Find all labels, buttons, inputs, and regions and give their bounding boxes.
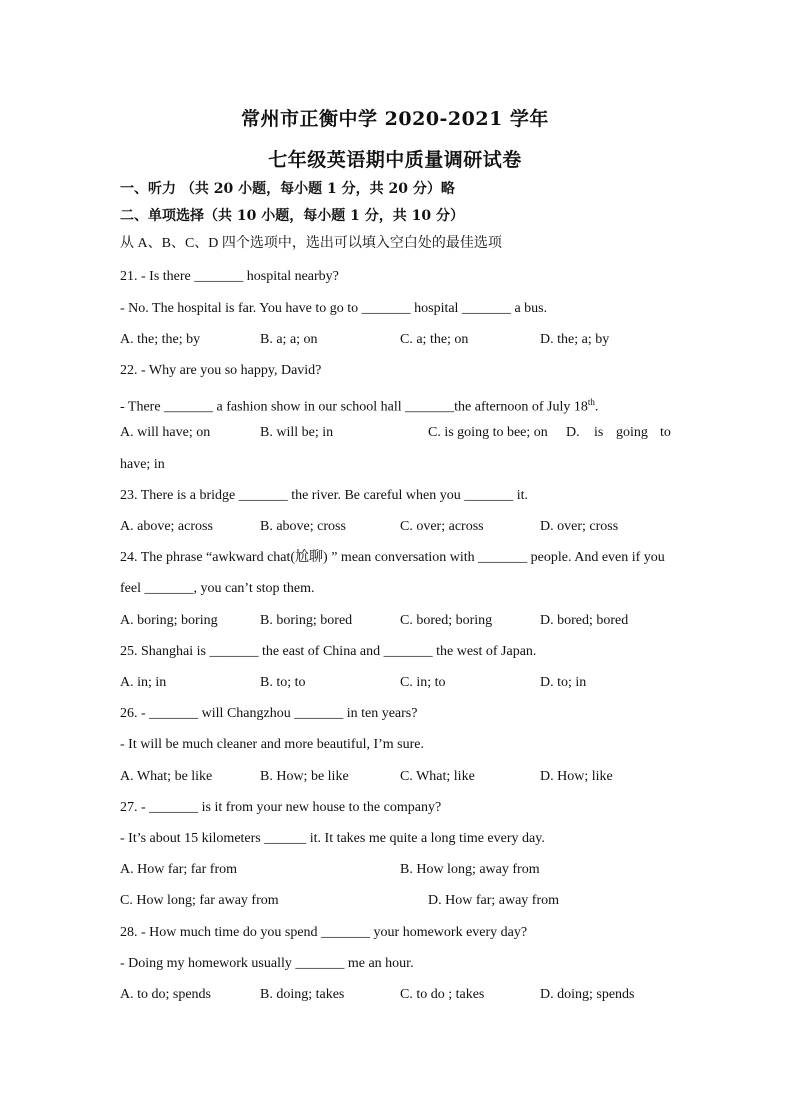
question-22-line1: 22. - Why are you so happy, David? [120, 363, 322, 378]
question-27-line1: 27. - _______ is it from your new house to the company? [120, 800, 442, 815]
question-23-line1: 23. There is a bridge _______ the river. Be careful when you _______ it. [120, 488, 528, 503]
q21-option-b: B. a; a; on [260, 332, 318, 347]
question-25-line1: 25. Shanghai is _______ the east of China and _______ the west of Japan. [120, 644, 537, 659]
q22-option-b: B. will be; in [260, 425, 334, 440]
q25-option-d: D. to; in [540, 675, 587, 690]
page-title: 常州市正衡中学 2020-2021 学年 [241, 108, 549, 130]
q26-option-c: C. What; like [400, 769, 475, 784]
q25-option-a: A. in; in [120, 675, 167, 690]
q23-option-d: D. over; cross [540, 519, 619, 534]
q22-superscript: th [587, 397, 595, 407]
q24-option-a: A. boring; boring [120, 613, 218, 628]
q26-option-b: B. How; be like [260, 769, 349, 784]
q28-option-a: A. to do; spends [120, 987, 211, 1002]
q24-option-d: D. bored; bored [540, 613, 629, 628]
q22-option-d-going: going [616, 425, 648, 440]
question-21-line2: - No. The hospital is far. You have to go to _______ hospital _______ a bus. [120, 301, 548, 316]
q27-option-b: B. How long; away from [400, 862, 540, 877]
q27-option-a: A. How far; far from [120, 862, 238, 877]
q27-option-c: C. How long; far away from [120, 893, 279, 908]
q22-option-d-wrap: have; in [120, 457, 165, 472]
q21-option-a: A. the; the; by [120, 332, 201, 347]
q22-option-d-d: D. [566, 425, 580, 440]
page-subtitle: 七年级英语期中质量调研试卷 [268, 149, 522, 171]
q25-option-c: C. in; to [400, 675, 446, 690]
q23-option-b: B. above; cross [260, 519, 346, 534]
question-24-line2: feel _______, you can’t stop them. [120, 581, 315, 596]
q28-option-b: B. doing; takes [260, 987, 345, 1002]
q21-option-d: D. the; a; by [540, 332, 610, 347]
q26-option-a: A. What; be like [120, 769, 213, 784]
q21-option-c: C. a; the; on [400, 332, 469, 347]
q23-option-a: A. above; across [120, 519, 213, 534]
question-21-line1: 21. - Is there _______ hospital nearby? [120, 269, 339, 284]
q24-option-b: B. boring; bored [260, 613, 353, 628]
question-22-line2 [120, 393, 598, 417]
q22-option-a: A. will have; on [120, 425, 211, 440]
question-28-line2: - Doing my homework usually _______ me an hour. [120, 956, 414, 971]
q24-option-c: C. bored; boring [400, 613, 493, 628]
q23-option-c: C. over; across [400, 519, 484, 534]
q27-option-d: D. How far; away from [428, 893, 560, 908]
q28-option-c: C. to do ; takes [400, 987, 485, 1002]
q22-line2-text: - There _______ a fashion show in our school hall _______the afternoon of July 18 [120, 399, 588, 415]
section-heading-choice: 二、单项选择（共 10 小题，每小题 1 分，共 10 分） [120, 208, 464, 224]
q22-option-d-to: to [660, 425, 671, 440]
q28-option-d: D. doing; spends [540, 987, 635, 1002]
section-heading-listening: 一、听力 （共 20 小题，每小题 1 分，共 20 分）略 [120, 181, 455, 197]
q26-option-d: D. How; like [540, 769, 613, 784]
q22-line2-end: . [594, 399, 599, 415]
question-24-line1: 24. The phrase “awkward chat(尬聊) ” mean conversation with _______ people. And even if you [120, 550, 665, 565]
q25-option-b: B. to; to [260, 675, 306, 690]
q22-option-d-is: is [594, 425, 604, 440]
question-26-line2: - It will be much cleaner and more beautiful, I’m sure. [120, 737, 424, 752]
q22-option-c: C. is going to bee; on [428, 425, 548, 440]
question-27-line2: - It’s about 15 kilometers ______ it. It takes me quite a long time every day. [120, 831, 545, 846]
question-26-line1: 26. - _______ will Changzhou _______ in ten years? [120, 706, 418, 721]
section-instruction: 从 A、B、C、D 四个选项中，选出可以填入空白处的最佳选项 [120, 236, 502, 251]
question-28-line1: 28. - How much time do you spend _______ your homework every day? [120, 925, 528, 940]
